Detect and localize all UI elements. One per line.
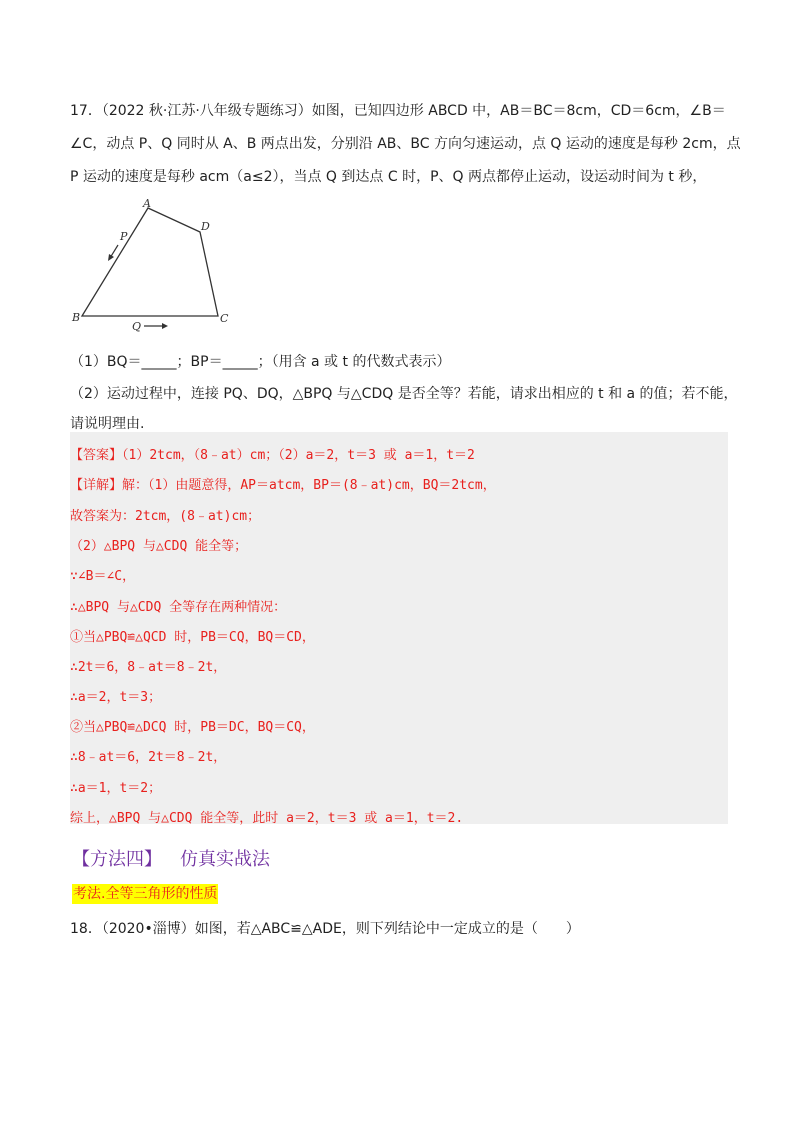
explain-line-1 bbox=[70, 474, 496, 493]
q17-part-2-line-2: 请说明理由. bbox=[70, 416, 145, 432]
answer-line bbox=[70, 444, 475, 463]
arrow-p-head bbox=[108, 254, 114, 261]
label-a: A bbox=[143, 197, 151, 210]
explain-tag: 【详解】 bbox=[70, 478, 123, 493]
method-bracket: 【方法四】 bbox=[72, 849, 162, 870]
label-q: Q bbox=[132, 320, 142, 333]
q17-line-1: 17．（2022 秋·江苏·八年级专题练习）如图，已知四边形 ABCD 中，AB＝BC＝8cm，CD＝6cm，∠B＝ bbox=[70, 103, 726, 119]
explain-line-2: 故答案为：2tcm，(8﹣at)cm； bbox=[70, 509, 261, 524]
quadrilateral-figure bbox=[70, 195, 240, 335]
label-d: D bbox=[201, 220, 210, 233]
explain-line-5: ∴△BPQ 与△CDQ 全等存在两种情况： bbox=[70, 600, 287, 615]
quadrilateral-abcd bbox=[82, 208, 218, 316]
label-b: B bbox=[72, 311, 81, 324]
label-p: P bbox=[120, 230, 128, 243]
q18-stem: 18．（2020•淄博）如图，若△ABC≌△ADE，则下列结论中一定成立的是（ ） bbox=[70, 921, 580, 937]
explain-line-11: ∴a＝1，t＝2； bbox=[70, 781, 162, 796]
explain-line-10: ∴8﹣at＝6，2t＝8﹣2t， bbox=[70, 750, 227, 765]
highlight-label: 考法.全等三角形的性质 bbox=[73, 886, 218, 902]
arrow-q-head bbox=[162, 323, 168, 329]
explain-line-4: ∵∠B＝∠C， bbox=[70, 569, 136, 584]
method-title: 仿真实战法 bbox=[180, 849, 270, 870]
explain-line-8: ∴a＝2，t＝3； bbox=[70, 690, 162, 705]
explain-line-6: ①当△PBQ≌△QCD 时，PB＝CQ，BQ＝CD， bbox=[70, 630, 315, 645]
explain-line-12: 综上，△BPQ 与△CDQ 能全等，此时 a＝2，t＝3 或 a＝1，t＝2. bbox=[70, 811, 464, 826]
answer-text: （1）2tcm，（8﹣at）cm；（2）a＝2，t＝3 或 a＝1，t＝2 bbox=[122, 448, 475, 463]
label-c: C bbox=[220, 312, 229, 325]
q17-part-2-line-1: （2）运动过程中，连接 PQ、DQ，△BPQ 与△CDQ 是否全等？若能，请求出相应的 t 和 a 的值；若不能， bbox=[70, 386, 738, 402]
answer-tag: 【答案】 bbox=[70, 448, 123, 463]
explain-text: 解：（1）由题意得，AP＝atcm，BP＝(8﹣at)cm，BQ＝2tcm， bbox=[122, 478, 496, 493]
explain-line-7: ∴2t＝6，8﹣at＝8﹣2t， bbox=[70, 660, 227, 675]
method-heading bbox=[72, 845, 270, 871]
q17-part-1: （1）BQ＝_____；BP＝_____；（用含 a 或 t 的代数式表示） bbox=[70, 354, 451, 370]
q17-line-2: ∠C，动点 P、Q 同时从 A、B 两点出发，分别沿 AB、BC 方向匀速运动，点 Q 运动的速度是每秒 2cm，点 bbox=[70, 136, 741, 152]
q17-line-3: P 运动的速度是每秒 acm（a≤2），当点 Q 到达点 C 时，P、Q 两点都停止运动，设运动时间为 t 秒， bbox=[70, 169, 707, 185]
explain-line-3: （2）△BPQ 与△CDQ 能全等； bbox=[70, 539, 248, 554]
explain-line-9: ②当△PBQ≌△DCQ 时，PB＝DC，BQ＝CQ， bbox=[70, 720, 315, 735]
